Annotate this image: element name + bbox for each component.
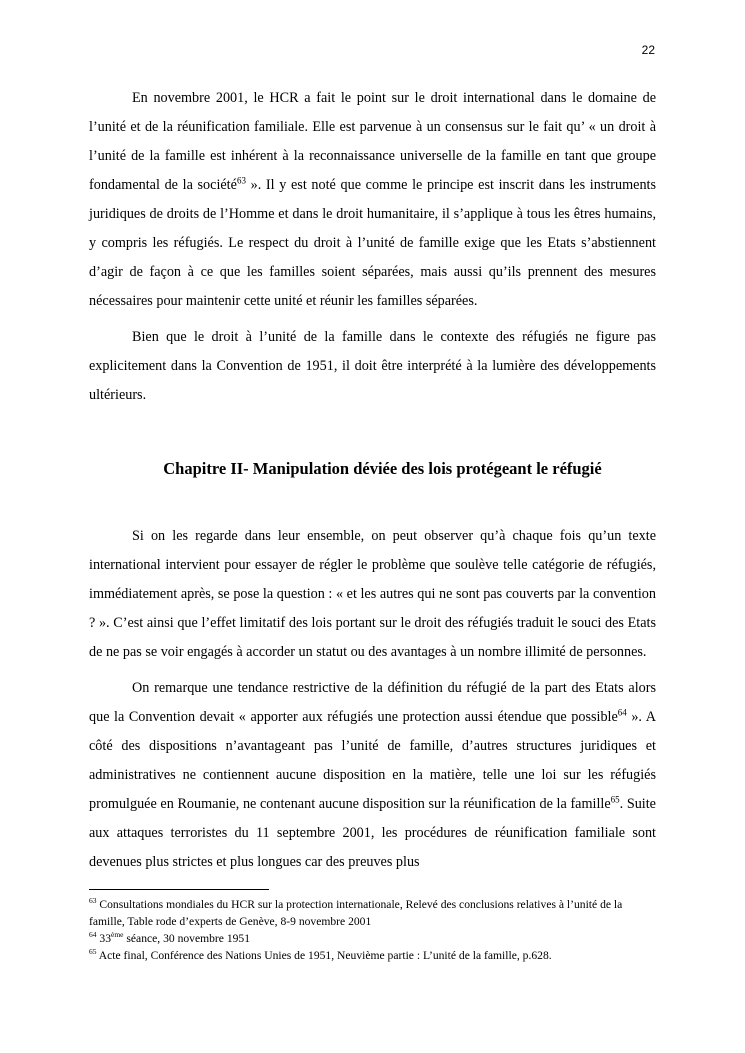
paragraph-text: On remarque une tendance restrictive de la définition du réfugié de la part des Etats alors que la Convention devait « apporter aux réfugiés une protection aussi étendue que possible <box>89 680 656 725</box>
section-family-unity <box>89 84 656 410</box>
paragraph <box>89 674 656 877</box>
footnote-separator <box>89 889 269 890</box>
footnote-ref: 65 <box>610 794 620 805</box>
footnote-text: Acte final, Conférence des Nations Unies de 1951, Neuvième partie : L’unité de la famille, p.628. <box>96 949 552 962</box>
chapter-title: Chapitre II- Manipulation déviée des lois protégeant le réfugié <box>163 459 602 478</box>
section-chapter-two <box>89 522 656 877</box>
footnote-ref: 63 <box>236 175 246 186</box>
footnote-text: Consultations mondiales du HCR sur la protection internationale, Relevé des conclusions relatives à l’unité de la famille, Table rode d’experts de Genève, 8-9 novembre 2001 <box>89 898 623 928</box>
footnote-number: 64 <box>89 930 97 940</box>
paragraph-text: ». Il y est noté que comme le principe est inscrit dans les instruments juridiques de droits de l’Homme et dans le droit humanitaire, il s’applique à tous les êtres humains, y compris les réfugiés. Le respect du droit à l’unité de famille exige que les Etats s’abstiennent d’agir de façon à ce que les familles soient séparées, mais aussi qu’ils prennent des mesures nécessaires pour maintenir cette unité et réunir les familles séparées. <box>89 177 657 309</box>
footnotes <box>89 889 656 964</box>
paragraph: Bien que le droit à l’unité de la famille dans le contexte des réfugiés ne figure pas explicitement dans la Convention de 1951, il doit être interprété à la lumière des développements ultérieurs. <box>89 329 656 403</box>
footnote <box>89 930 656 947</box>
paragraph <box>89 84 656 316</box>
document-body <box>89 84 656 877</box>
footnote-text: 33 <box>96 932 111 945</box>
page-number: 22 <box>641 43 655 57</box>
footnote <box>89 947 656 964</box>
footnote-ref: 64 <box>617 707 627 718</box>
paragraph-text: . Suite aux attaques terroristes du 11 septembre 2001, les procédures de réunification familiale sont devenues plus strictes et plus longues car des preuves plus <box>89 796 656 870</box>
paragraph-text: ». A côté des dispositions n’avantageant pas l’unité de famille, d’autres structures juridiques et administratives ne contiennent aucune disposition en la matière, telle une loi sur les réfugiés promulguée en Roumanie, ne contenant aucune disposition sur la réunification de la famille <box>89 709 656 812</box>
footnote-text: séance, 30 novembre 1951 <box>123 932 251 945</box>
paragraph-text: En novembre 2001, le HCR a fait le point sur le droit international dans le domaine de l’unité et de la réunification familiale. Elle est parvenue à un consensus sur le fait qu’ « un droit à l’unité de la famille est inhérent à la reconnaissance universelle de la famille en tant que groupe fondamental de la société <box>89 90 656 193</box>
paragraph: Si on les regarde dans leur ensemble, on peut observer qu’à chaque fois qu’un texte international intervient pour essayer de régler le problème que soulève telle catégorie de réfugiés, immédiatement après, se pose la question : « et les autres qui ne sont pas couverts par la convention ? ». C’est ainsi que l’effet limitatif des lois portant sur le droit des réfugiés traduit le souci des Etats de ne pas se voir engagés à accorder un statut ou des avantages à un nombre illimité de personnes. <box>89 528 656 660</box>
footnote-number: 65 <box>89 947 97 957</box>
footnote <box>89 896 656 930</box>
footnote-superscript: ème <box>111 930 124 940</box>
footnote-number: 63 <box>89 896 97 906</box>
